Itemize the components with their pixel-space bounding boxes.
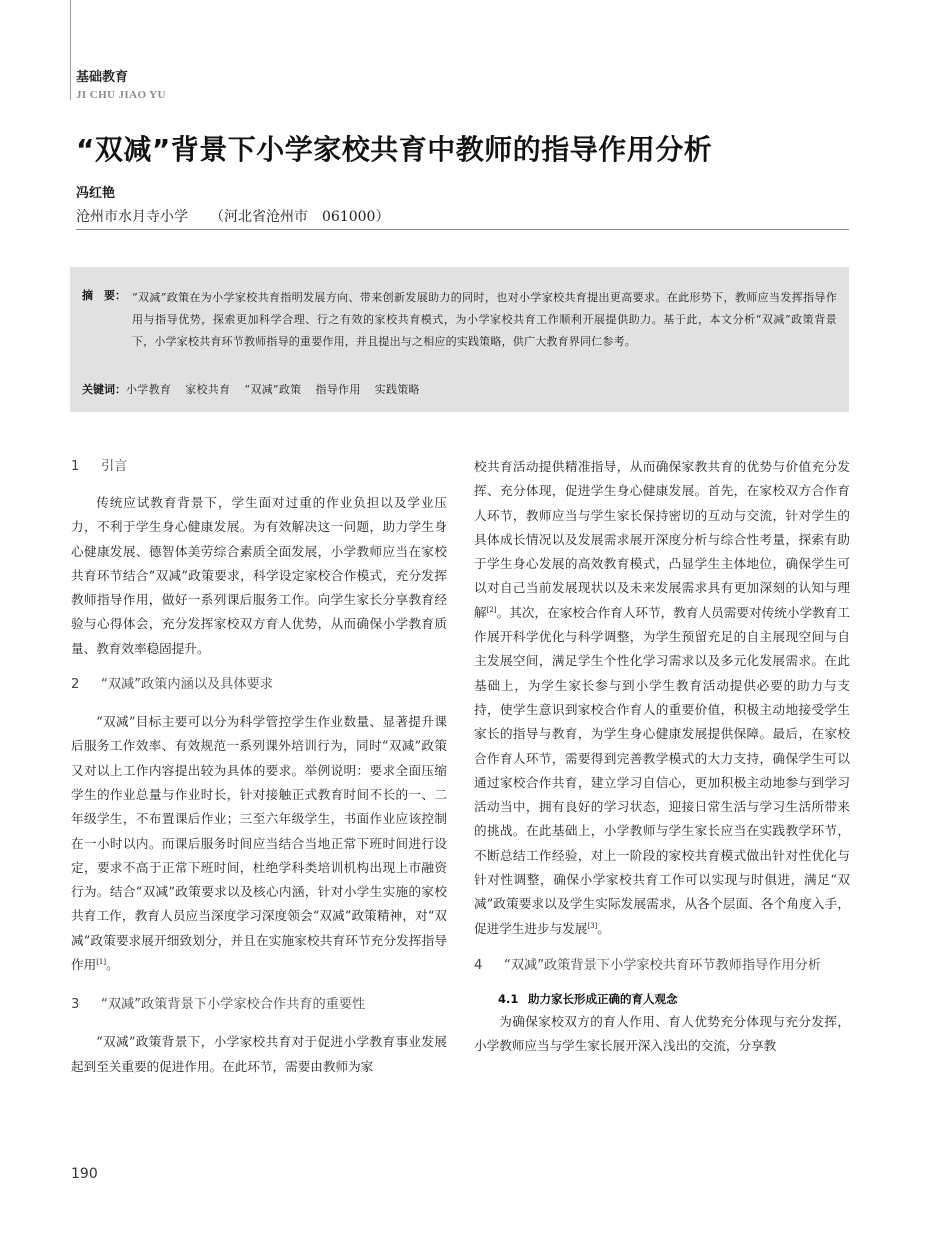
article-author: 冯红艳 <box>76 186 116 201</box>
paragraph-text: 校共育活动提供精准指导，从而确保家教共育的优势与价值充分发挥、充分体现，促进学生身心健康发展。首先，在家校双方合作育人环节，教师应当与学生家长保持密切的互动与交流，针对学生的具体成长情况以及发展需求展开深度分析与综合性考量，探索有助于学生身心发展的高效教育模式，凸显学生主体地位，确保学生可以对自己当前发展现状以及未来发展需求具有更加深刻的认知与理解 <box>474 459 850 620</box>
body-column-right <box>474 455 850 1059</box>
section-number: 4 <box>474 957 483 973</box>
header-vertical-rule <box>70 0 71 100</box>
citation-ref: [2] <box>486 605 497 614</box>
affiliation-address: （河北省沧州市 061000） <box>210 209 390 225</box>
affiliation-name: 沧州市水月寺小学 <box>76 209 188 225</box>
subsection-heading-4-1 <box>474 988 850 1010</box>
section-2-paragraph: “双减”目标主要可以分为科学管控学生作业数量、显著提升课后服务工作效率、有效规范一系列课外培训行为，同时“双减”政策又对以上工作内容提出较为具体的要求。举例说明：要求全面压缩学生的作业总量与作业时长，针对接触正式教育时间不长的一、二年级学生，不布置课后作业；三至六年级学生，书面作业应该控制在一小时以内。而课后服务时间应当结合当地正常下班时间进行设定，要求不高于正常下班时间，杜绝学科类培训机构出现上市融资行为。结合“双减”政策要求以及核心内涵，针对小学生实施的家校共育工作，教育人员应当深度学习深度领会“双减”政策精神，对“双减”政策要求展开细致划分，并且在实施家校共育环节充分发挥指导作用[1]。 <box>71 714 447 973</box>
citation-ref: [3] <box>587 921 598 930</box>
keywords-label: 关键词： <box>82 383 126 396</box>
section-number: 1 <box>71 459 80 474</box>
journal-section-pinyin: JI CHU JIAO YU <box>76 89 166 101</box>
journal-section-label: 基础教育 <box>76 70 129 85</box>
keywords-row <box>82 378 434 397</box>
paragraph-text: 。其次，在家校合作育人环节，教育人员需要对传统小学教育工作展开科学优化与科学调整，为学生预留充足的自主展现空间与自主发展空间，满足学生个性化学习需求以及多元化发展需求。在此基础上，为学生家长参与到小学生教育活动提供必要的助力与支持，使学生意识到家校合作育人的重要价值，积极主动地接受学生家长的指导与教育，为学生身心健康发展提供保障。最后，在家校合作育人环节，需要得到完善教学模式的大力支持，确保学生可以通过家校合作共育，建立学习自信心，更加积极主动地参与到学习活动当中，拥有良好的学习状态，迎接日常生活与学习生活所带来的挑战。在此基础上，小学教师与学生家长应当在实践教学环节，不断总结工作经验，对上一阶段的家校共育模式做出针对性优化与针对性调整，确保小学家校共育工作可以实现与时俱进，满足“双减”政策要求以及学生实际发展需求，从各个层面、各个角度入手，促进学生进步与发展 <box>474 604 851 936</box>
section-title: “双减”政策背景下小学家校共育环节教师指导作用分析 <box>504 957 821 973</box>
section-4-1-paragraph: 为确保家校双方的育人作用、育人优势充分体现与充分发挥，小学教师应当与学生家长展开深入浅出的交流，分享教 <box>474 1013 850 1054</box>
abstract-text: “双减”政策在为小学家校共育指明发展方向、带来创新发展助力的同时，也对小学家校共育提出更高要求。在此形势下，教师应当发挥指导作用与指导优势，探索更加科学合理、行之有效的家校共育模式，为小学家校共育工作顺利开展提供助力。基于此，本文分析“双减”政策背景下，小学家校共育环节教师指导的重要作用，并且提出与之相应的实践策略，供广大教育界同仁参考。 <box>132 291 837 348</box>
body-column-left <box>71 455 447 1079</box>
section-number: 2 <box>71 677 80 693</box>
section-heading-4 <box>474 954 850 978</box>
section-heading-3 <box>71 993 447 1017</box>
abstract-label: 摘 要： <box>82 289 126 302</box>
section-title: “双减”政策背景下小学家校合作共育的重要性 <box>101 997 366 1013</box>
subsection-title: 助力家长形成正确的育人观念 <box>528 991 678 1006</box>
keyword: “双减”政策 <box>244 383 302 396</box>
article-title: “双减”背景下小学家校共育中教师的指导作用分析 <box>76 133 713 166</box>
keyword: 指导作用 <box>315 383 361 396</box>
subsection-number: 4.1 <box>498 991 519 1006</box>
section-3-paragraph: “双减”政策背景下，小学家校共育对于促进小学教育事业发展起到至关重要的促进作用。在此环节，需要由教师为家 <box>71 1034 447 1074</box>
author-affiliation <box>76 206 389 226</box>
section-1-paragraph: 传统应试教育背景下，学生面对过重的作业负担以及学业压力，不利于学生身心健康发展。为有效解决这一问题，助力学生身心健康发展、德智体美劳综合素质全面发展，小学教师应当在家校共育环节结合“双减”政策要求，科学设定家校合作模式，充分发挥教师指导作用，做好一系列课后服务工作。向学生家长分享教育经验与心得体会，充分发挥家校双方育人优势，从而确保小学教育质量、教育效率稳固提升。 <box>71 495 447 656</box>
continued-paragraph: 校共育活动提供精准指导，从而确保家教共育的优势与价值充分发挥、充分体现，促进学生身心健康发展。首先，在家校双方合作育人环节，教师应当与学生家长保持密切的互动与交流，针对学生的具体成长情况以及发展需求展开深度分析与综合性考量，探索有助于学生身心发展的高效教育模式，凸显学生主体地位，确保学生可以对自己当前发展现状以及未来发展需求具有更加深刻的认知与理解[2]。其次，在家校合作育人环节，教育人员需要对传统小学教育工作展开科学优化与科学调整，为学生预留充足的自主展现空间与自主发展空间，满足学生个性化学习需求以及多元化发展需求。在此基础上，为学生家长参与到小学生教育活动提供必要的助力与支持，使学生意识到家校合作育人的重要价值，积极主动地接受学生家长的指导与教育，为学生身心健康发展提供保障。最后，在家校合作育人环节，需要得到完善教学模式的大力支持，确保学生可以通过家校合作共育，建立学习自信心，更加积极主动地参与到学习活动当中，拥有良好的学习状态，迎接日常生活与学习生活所带来的挑战。在此基础上，小学教师与学生家长应当在实践教学环节，不断总结工作经验，对上一阶段的家校共育模式做出针对性优化与针对性调整，确保小学家校共育工作可以实现与时俱进，满足“双减”政策要求以及学生实际发展需求，从各个层面、各个角度入手，促进学生进步与发展[3]。 <box>474 459 851 936</box>
keyword: 家校共育 <box>185 383 231 396</box>
section-heading-2 <box>71 673 447 697</box>
title-divider <box>76 229 849 230</box>
abstract-box <box>70 267 849 412</box>
keyword: 小学教育 <box>126 383 172 396</box>
page-number: 190 <box>71 1166 98 1182</box>
paragraph-text: “双减”目标主要可以分为科学管控学生作业数量、显著提升课后服务工作效率、有效规范一系列课外培训行为，同时“双减”政策又对以上工作内容提出较为具体的要求。举例说明：要求全面压缩学生的作业总量与作业时长，针对接触正式教育时间不长的一、二年级学生，不布置课后作业；三至六年级学生，书面作业应该控制在一小时以内。而课后服务时间应当结合当地正常下班时间进行设定，要求不高于正常下班时间，杜绝学科类培训机构出现上市融资行为。结合“双减”政策要求以及核心内涵，针对小学生实施的家校共育工作，教育人员应当深度学习深度领会“双减”政策精神，对“双减”政策要求展开细致划分，并且在实施家校共育环节充分发挥指导作用 <box>71 714 447 973</box>
citation-ref: [1] <box>96 957 107 966</box>
keyword: 实践策略 <box>374 383 420 396</box>
section-heading-1 <box>71 455 447 479</box>
section-number: 3 <box>71 997 80 1013</box>
section-title: “双减”政策内涵以及具体要求 <box>101 677 273 693</box>
section-title: 引言 <box>101 459 128 474</box>
